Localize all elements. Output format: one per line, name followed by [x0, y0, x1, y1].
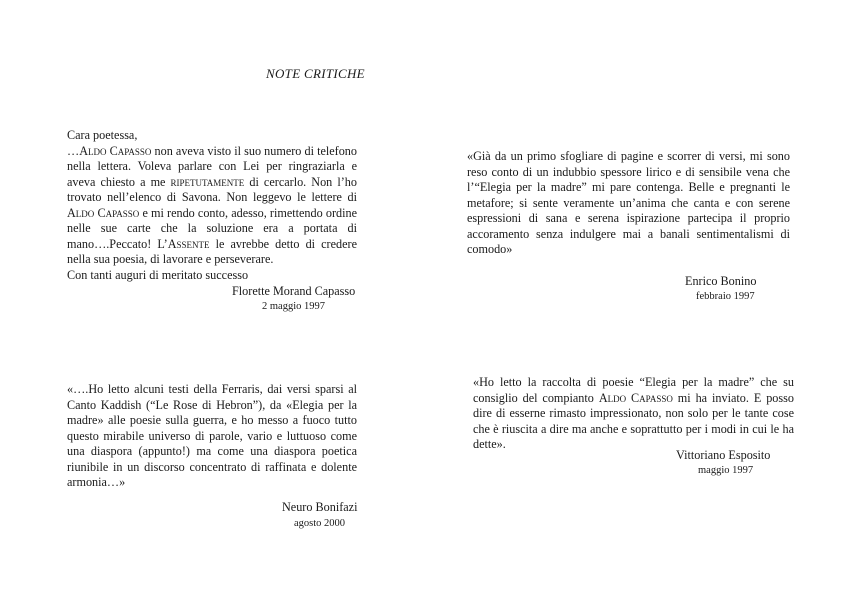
quote-date: maggio 1997	[698, 465, 754, 476]
quote-text-part: mi ha inviato. E posso dire di esserne rimasto impressionato, non solo per le tante cose che è riuscita a dire ma anche e soprattutto per i modi in cui le ha dette».	[473, 390, 794, 451]
quote-esposito	[473, 375, 794, 453]
name-smallcaps: Aldo Capasso	[79, 143, 152, 158]
letter-text: e mi rendo conto, adesso, rimettendo ordine nelle sue carte che la soluzione era a portata di mano….Peccato! L’	[67, 205, 357, 251]
letter-author: Florette Morand Capasso	[232, 284, 356, 298]
quote-author: Vittoriano Esposito	[676, 448, 771, 462]
name-smallcaps: Aldo Capasso	[598, 390, 673, 405]
quote-text: «….Ho letto alcuni testi della Ferraris, dai versi sparsi al Canto Kaddish (“Le Rose di Hebron”), da «Elegia per la madre» alle poesie sulla guerra, e ho messo a fuoco tutto questo mirabile universo di parole, vario e luttuoso come una diaspora (appunto!) ma come una diaspora poetica riunibile in un discorso concentrato di raffinata e dolente armonia…»	[67, 382, 357, 489]
quote-date: febbraio 1997	[696, 291, 755, 302]
name-smallcaps: Aldo Capasso	[67, 205, 140, 220]
quote-bonino	[467, 149, 790, 258]
section-heading: NOTE CRITICHE	[266, 66, 365, 81]
letter-salutation: Cara poetessa,	[67, 128, 138, 142]
letter-block	[67, 128, 357, 283]
quote-text	[473, 375, 794, 453]
letter-text: di cercarlo. Non l’ho trovato nell’elenco di Savona. Non leggevo le lettere di	[67, 174, 357, 204]
letter-date: 2 maggio 1997	[262, 301, 325, 312]
quote-bonifazi	[67, 382, 357, 491]
word-smallcaps: Assente	[167, 236, 210, 251]
letter-closing: Con tanti auguri di meritato successo	[67, 267, 249, 282]
quote-text: «Già da un primo sfogliare di pagine e scorrer di versi, mi sono reso conto di un indubbio spessore lirico e di sensibile vena che l’“Elegia per la madre” mi pare contenga. Belle e pregnanti le metafore; si sente veramente un’anima che canta e con serene espressioni di sana e serena ispirazione partecipa il proprio accoramento senza indulgere mai a banali sentimentalismi di comodo»	[467, 149, 790, 256]
quote-author: Neuro Bonifazi	[282, 500, 358, 514]
quote-author: Enrico Bonino	[685, 274, 757, 288]
letter-text: le avrebbe detto di credere nella sua poesia, di lavorare e perseverare.	[67, 236, 357, 266]
right-page	[425, 0, 850, 595]
quote-text-part: «Ho letto la raccolta di poesie “Elegia per la madre” che su consiglio del compianto	[473, 375, 794, 405]
letter-body	[67, 144, 357, 268]
letter-text: non aveva visto il suo numero di telefono nella lettera. Voleva parlare con Lei per ringraziarla e aveva chiesto a me	[67, 143, 357, 189]
letter-text: …	[67, 143, 80, 158]
word-smallcaps: ripetutamente	[170, 174, 245, 189]
quote-date: agosto 2000	[294, 518, 346, 529]
